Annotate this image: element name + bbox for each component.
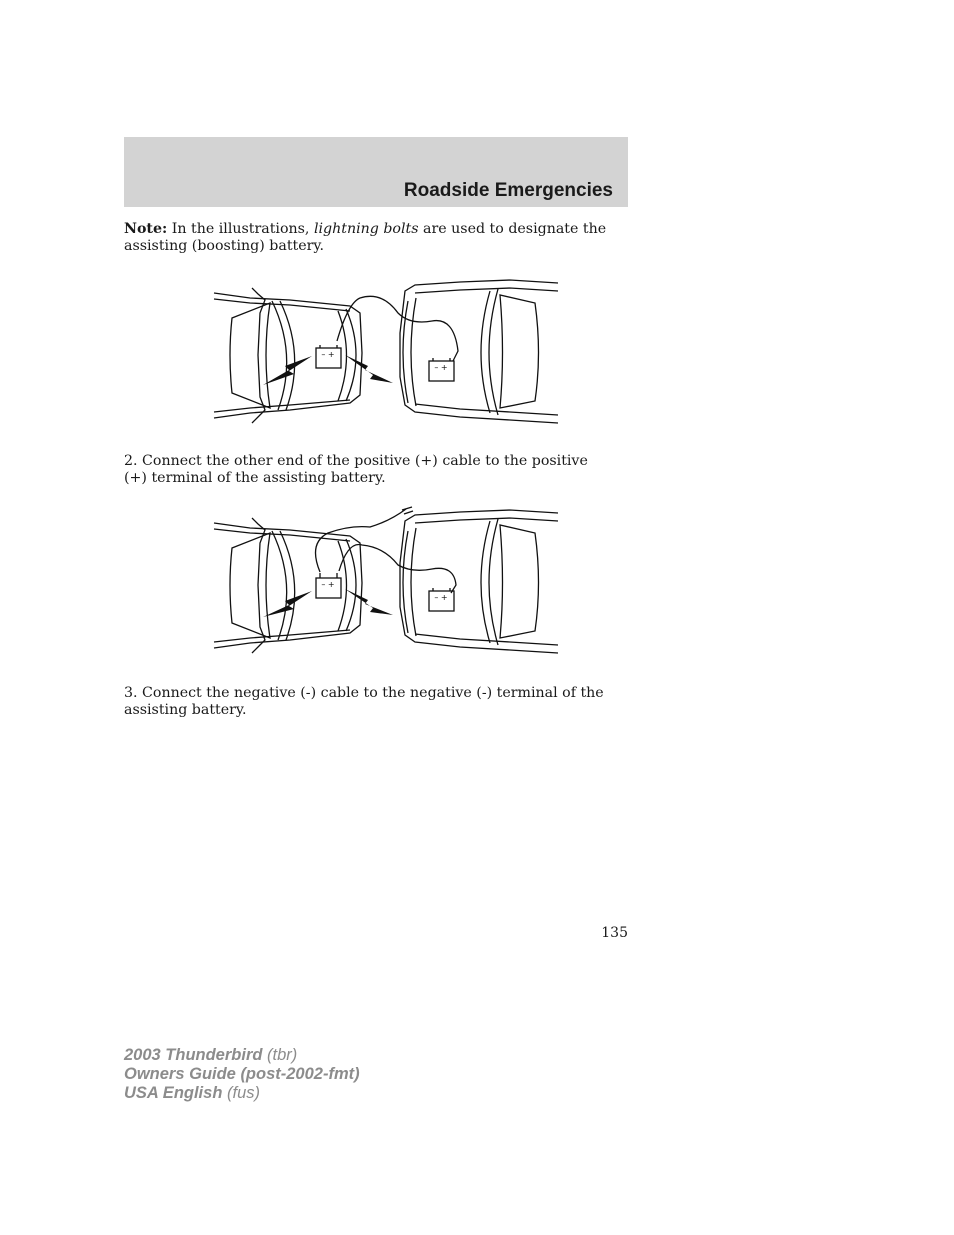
disabled-car-outline [400, 280, 558, 423]
disabled-battery [429, 588, 454, 611]
footer-line-3: USA English (fus) [124, 1084, 260, 1102]
footer-line-2: Owners Guide (post-2002-fmt) [124, 1065, 360, 1083]
note-text-before: In the illustrations, [167, 221, 314, 237]
section-header-band [124, 137, 628, 207]
disabled-battery-terminals: – + [434, 593, 448, 602]
jump-start-diagram-1 [210, 273, 562, 438]
assisting-car-outline [214, 288, 362, 423]
step-2-text: 2. Connect the other end of the positive (+) cable to the positive (+) terminal of the assisting battery. [124, 453, 588, 486]
positive-jumper-cable [337, 296, 458, 361]
page-number: 135 [601, 925, 628, 941]
note-paragraph [124, 221, 608, 254]
note-emphasis: lightning bolts [313, 221, 419, 237]
note-label: Note: [124, 221, 168, 237]
lightning-bolt-icon [263, 591, 312, 617]
disabled-battery-terminals: – + [434, 363, 448, 372]
document-footer [124, 1046, 360, 1103]
assisting-car-outline [214, 518, 362, 653]
disabled-car-outline [400, 510, 558, 653]
assisting-battery-terminals: – + [321, 580, 335, 589]
lightning-bolt-icon [345, 355, 393, 383]
disabled-battery [429, 358, 454, 381]
assisting-battery-terminals: – + [321, 350, 335, 359]
note-text-after: are used to designate the assisting (boosting) battery. [124, 221, 607, 254]
assisting-battery [316, 345, 341, 368]
assisting-battery [316, 573, 341, 598]
footer-line-1: 2003 Thunderbird (tbr) [124, 1046, 298, 1064]
section-title: Roadside Emergencies [403, 180, 613, 201]
step-3-text: 3. Connect the negative (-) cable to the negative (-) terminal of the assisting battery. [124, 685, 604, 718]
jump-start-diagram-2 [210, 503, 562, 668]
lightning-bolt-icon [263, 356, 312, 385]
